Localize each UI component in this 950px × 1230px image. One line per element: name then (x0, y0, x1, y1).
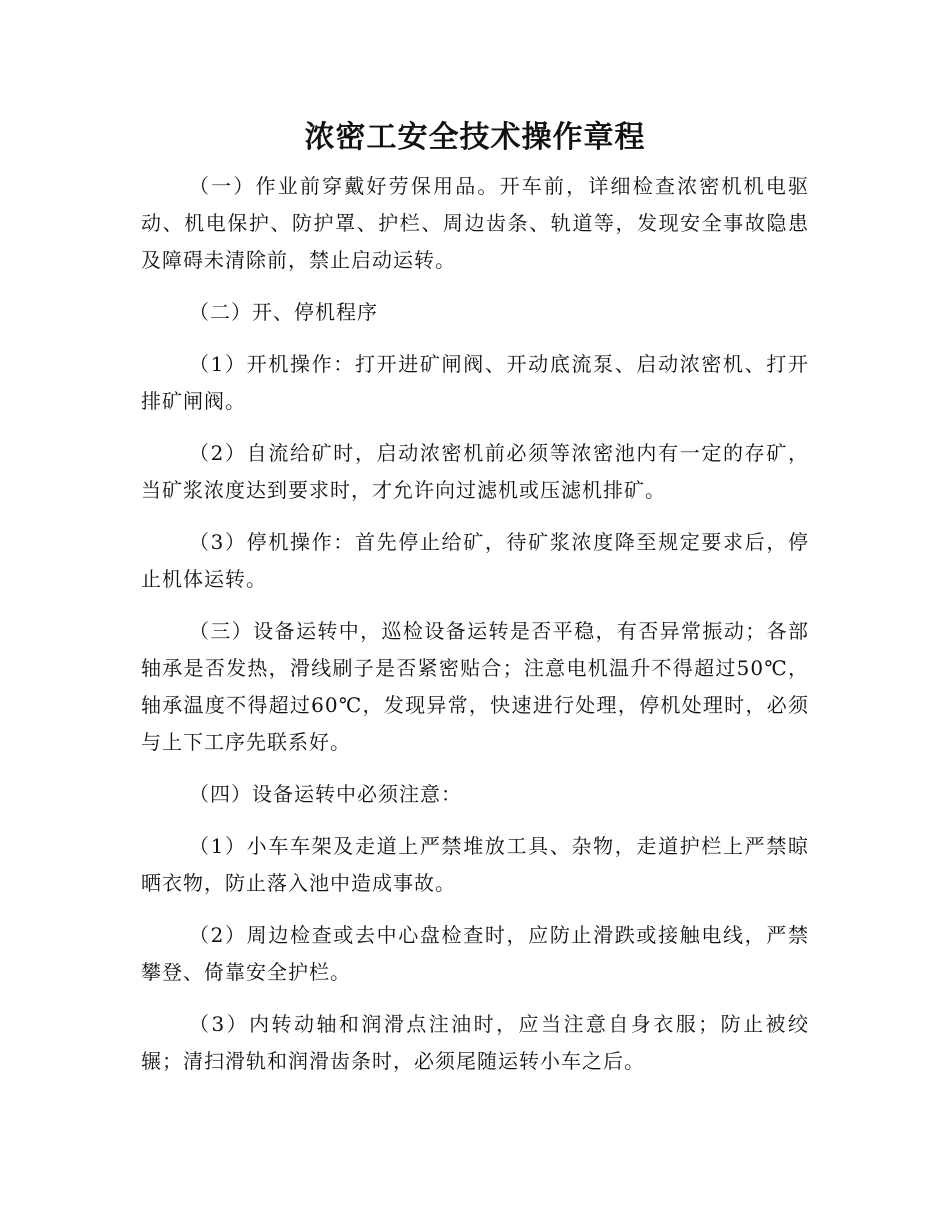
paragraph-walkway-rules: （1）小车车架及走道上严禁堆放工具、杂物，走道护栏上严禁晾晒衣物，防止落入池中造成事故。 (141, 834, 809, 895)
paragraph-stop-operation: （3）停机操作：首先停止给矿，待矿浆浓度降至规定要求后，停止机体运转。 (141, 530, 809, 591)
paragraph-perimeter-check: （2）周边检查或去中心盘检查时，应防止滑跌或接触电线，严禁攀登、倚靠安全护栏。 (141, 923, 809, 984)
paragraph-start-stop-heading: （二）开、停机程序 (189, 300, 378, 324)
paragraph-running-notes-heading: （四）设备运转中必须注意： (189, 782, 462, 806)
paragraph-gravity-feed: （2）自流给矿时，启动浓密机前必须等浓密池内有一定的存矿，当矿浆浓度达到要求时，才允许向过滤机或压滤机排矿。 (141, 441, 809, 502)
document-body (141, 168, 809, 1095)
paragraph-pre-operation: （一）作业前穿戴好劳保用品。开车前，详细检查浓密机机电驱动、机电保护、防护罩、护栏、周边齿条、轨道等，发现安全事故隐患及障碍未清除前，禁止启动运转。 (141, 174, 809, 272)
paragraph-start-operation: （1）开机操作：打开进矿闸阀、开动底流泵、启动浓密机、打开排矿闸阀。 (141, 352, 809, 413)
paragraph-inspection: （三）设备运转中，巡检设备运转是否平稳，有否异常振动；各部轴承是否发热，滑线刷子是否紧密贴合；注意电机温升不得超过50℃，轴承温度不得超过60℃，发现异常，快速进行处理，停机处理时，必须与上下工序先联系好。 (141, 619, 809, 754)
document-title: 浓密工安全技术操作章程 (304, 120, 646, 155)
paragraph-lubrication: （3）内转动轴和润滑点注油时，应当注意自身衣服；防止被绞辗；清扫滑轨和润滑齿条时，必须尾随运转小车之后。 (141, 1012, 809, 1073)
